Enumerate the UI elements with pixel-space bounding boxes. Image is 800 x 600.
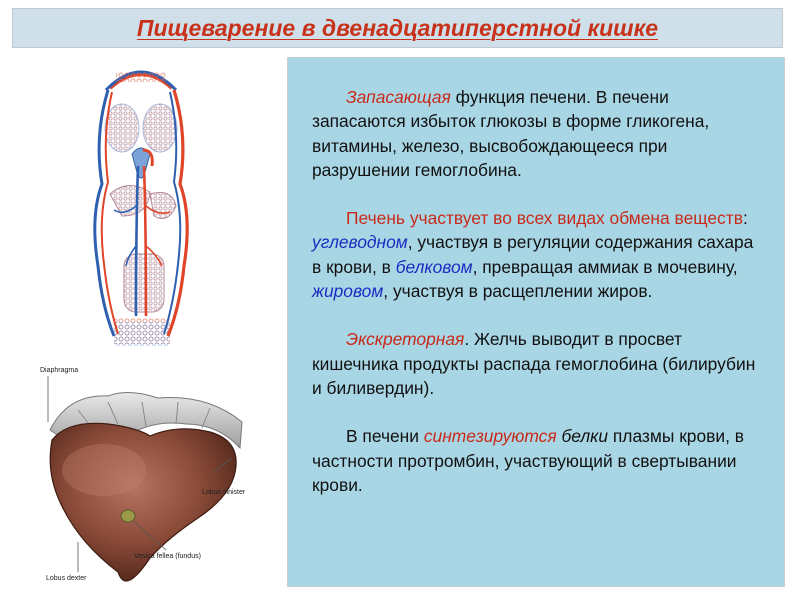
paragraph-text: В печени (346, 426, 424, 447)
title-bar (12, 8, 783, 48)
paragraph-text: : (742, 208, 748, 229)
liver-illustration (38, 362, 248, 590)
label-lobus-sinister: Lobus sinister (202, 489, 246, 496)
label-lobus-dexter: Lobus dexter (46, 575, 87, 582)
paragraph-text: плазмы крови, в частности протромбин, участвующий в свертывании крови. (312, 426, 745, 495)
term-carbohydrate: углеводном (312, 232, 408, 253)
term-protein: белковом (395, 256, 473, 277)
paragraph-metabolism (312, 206, 764, 303)
paragraph-text: , превращая аммиак в мочевину, (472, 256, 738, 277)
paragraph-text: функция печени. В печени запасаются избыток глюкозы в форме гликогена, витамины, железо, высвобождающееся при разрушении гемоглобина. (312, 87, 710, 180)
label-diaphragma: Diaphragma (40, 367, 79, 374)
term-fat: жировом (312, 281, 384, 302)
text-body (312, 85, 764, 521)
paragraph-text: . Желчь выводит в просвет кишечника продукты распада гемоглобина (билирубин и биливердин). (312, 329, 756, 398)
paragraph-excretory (312, 327, 764, 400)
term-storage: Запасающая (346, 87, 451, 107)
term-proteins: белки (561, 426, 609, 447)
slide-title: Пищеварение в двенадцатиперстной кишке (136, 14, 659, 41)
circulatory-system-illustration (88, 66, 194, 352)
label-vesica-fellea: Vesica fellea (fundus) (134, 553, 201, 560)
term-synthesized: синтезируются (423, 426, 557, 447)
paragraph-synthesis (312, 424, 764, 497)
term-excretory: Экскреторная (346, 329, 465, 350)
paragraph-text: , участвуя в расщеплении жиров. (383, 281, 653, 302)
paragraph-text: , участвуя в регуляции содержания сахара в крови, в (312, 232, 754, 277)
term-metabolism: Печень участвует во всех видах обмена веществ (346, 208, 743, 229)
paragraph-storage-function (312, 85, 764, 182)
text-panel (287, 57, 785, 587)
